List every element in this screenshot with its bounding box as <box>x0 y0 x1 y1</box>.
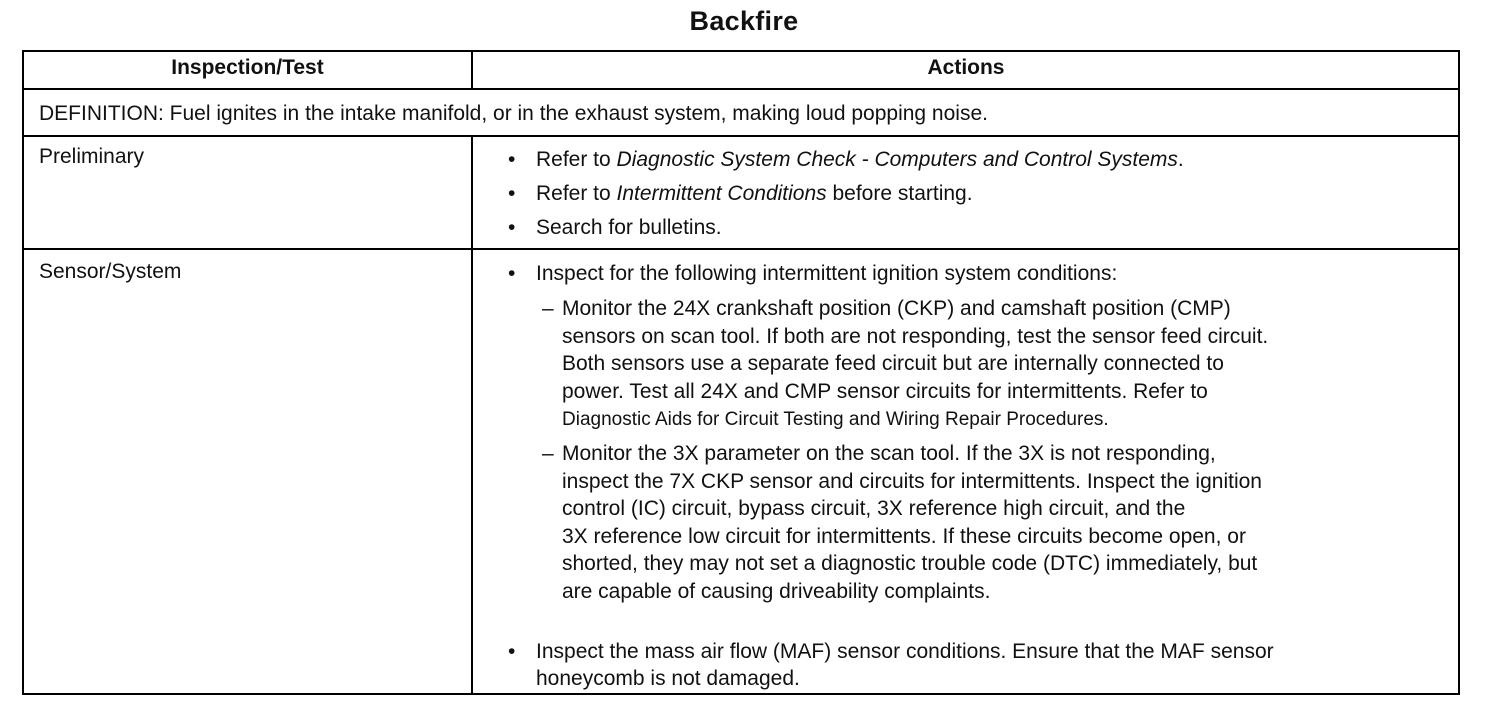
bullet-icon: • <box>508 262 516 285</box>
diagnostic-table: Inspection/Test Actions DEFINITION: Fuel ignites in the intake manifold, or in the exhaust system, making loud popping noise. Preliminary • Refer to Diagnostic System Check - Computers and Control Systems. • Refer to Intermittent Conditions before starting. • Search for bulletins. Sensor/System • Inspect for the following intermittent ignition system conditions: – Monitor the 24X crankshaft position (CKP) and camshaft position (CMP) sensors on scan tool. If both are not responding, test the sensor feed circuit. Both sensors use a separate feed circuit but are internally connected to power. Test all 24X and CMP sensor circuits for intermittents. Refer to Diagnostic Aids for Circuit Testing and Wiring Repair Procedures. – Monitor the 3X parameter on the scan tool. If the 3X is not responding, inspect the 7X CKP sensor and circuits for intermittents. Inspect the ignition control (IC) circuit, bypass circuit, 3X reference high circuit, and the 3X reference low circuit for intermittents. If these circuits become open, or shorted, they may not set a diagnostic trouble code (DTC) immediately, but are capable of causing driveability complaints. • Inspect the mass air flow (MAF) sensor conditions. Ensure that the MAF sensor honeycomb is not damaged. <box>22 50 1460 695</box>
dash-icon: – <box>542 297 554 320</box>
definition-divider <box>24 135 1458 137</box>
header-divider <box>24 88 1458 90</box>
row-divider <box>24 248 1458 250</box>
bullet-icon: • <box>508 640 516 663</box>
bullet-icon: • <box>508 148 516 171</box>
definition-text: DEFINITION: Fuel ignites in the intake manifold, or in the exhaust system, making loud popping noise. <box>39 102 988 125</box>
reference-link: Intermittent Conditions <box>616 182 827 205</box>
row-label-preliminary: Preliminary <box>39 145 145 168</box>
row-label-sensor-system: Sensor/System <box>39 260 182 283</box>
header-actions: Actions <box>927 56 1005 79</box>
dash-icon: – <box>542 442 554 465</box>
bullet-icon: • <box>508 216 516 239</box>
bullet-icon: • <box>508 182 516 205</box>
reference-link: Diagnostic Aids for Circuit Testing and Wiring Repair Procedures. <box>562 409 1109 430</box>
column-divider-header <box>471 52 473 88</box>
header-inspection-test: Inspection/Test <box>171 56 324 79</box>
document-title: Backfire <box>689 6 799 36</box>
reference-link: Diagnostic System Check - Computers and Control Systems <box>616 148 1178 171</box>
column-divider-body <box>471 135 473 693</box>
